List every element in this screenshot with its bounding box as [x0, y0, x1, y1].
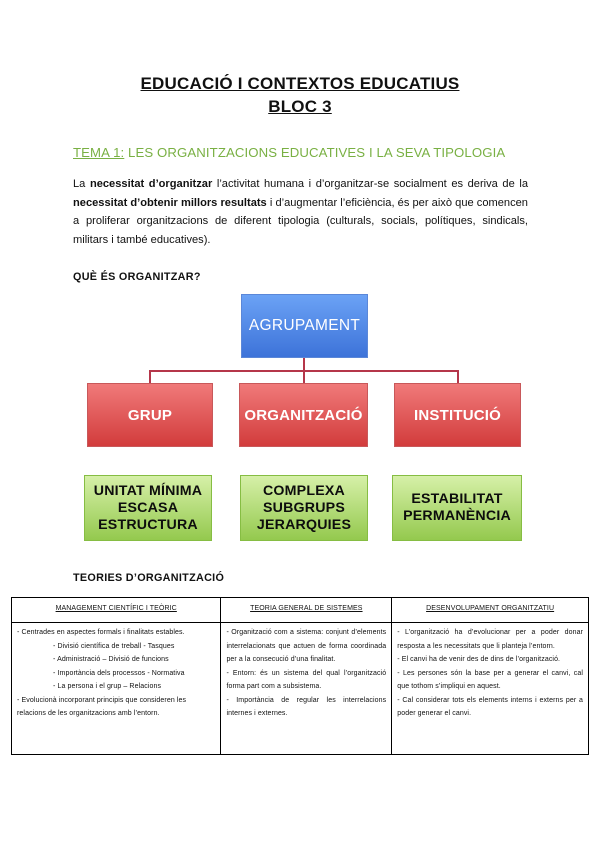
tema-key: TEMA 1: — [73, 145, 125, 160]
intro-text-1: La — [73, 178, 90, 190]
list-item: - Centrades en aspectes formals i finalitats estables. — [17, 629, 185, 636]
section-heading-teories: TEORIES D’ORGANITZACIÓ — [73, 572, 225, 584]
diagram-leaf-organitzacio — [240, 475, 368, 541]
table-cell-management — [12, 623, 221, 755]
list-item: - Entorn: és un sistema del qual l’organització forma part com a subsistema. — [226, 669, 387, 690]
list-item: - Cal considerar tots els elements interns i externs per a poder generar el canvi. — [397, 696, 583, 717]
leaf-line: JERARQUIES — [256, 516, 352, 533]
table-header-desenvolupament: DESENVOLUPAMENT ORGANITZATIU — [392, 598, 589, 623]
diagram-node-organitzacio: ORGANITZACIÓ — [239, 383, 368, 447]
intro-bold-2: necessitat d’obtenir millors resultats — [73, 196, 267, 209]
tema-heading — [73, 145, 505, 160]
tema-text: LES ORGANITZACIONS EDUCATIVES I LA SEVA TIPOLOGIA — [124, 145, 506, 160]
intro-text-3: i d’augmentar l’eficiència, és per això que comencen a proliferar organitzacions de diferent tipologia (culturals, socials, polítiques, sindicals, militars i també educatives). — [73, 196, 528, 246]
leaf-line: COMPLEXA — [262, 482, 345, 499]
list-item: - El canvi ha de venir des de dins de l’organització. — [397, 656, 561, 663]
list-item: - Importància de regular les interrelacions internes i externes. — [226, 696, 387, 717]
list-item: - L’organització ha d’evolucionar per a poder donar resposta a les necessitats que li planteja l’entorn. — [397, 629, 583, 650]
section-heading-organitzar: QUÈ ÉS ORGANITZAR? — [73, 271, 201, 283]
leaf-line: ESTRUCTURA — [98, 516, 198, 533]
theories-table — [11, 597, 589, 755]
diagram-root-node: AGRUPAMENT — [241, 294, 368, 358]
leaf-line: ESTABILITAT — [411, 491, 503, 507]
document-title: EDUCACIÓ I CONTEXTOS EDUCATIUS — [140, 74, 460, 93]
leaf-line: UNITAT MÍNIMA — [93, 482, 203, 499]
connector-left — [149, 370, 151, 383]
connector-middle — [303, 370, 305, 383]
leaf-line: ESCASA — [117, 499, 179, 516]
intro-bold-1: necessitat d’organitzar — [89, 178, 213, 190]
intro-text-2: l’activitat humana i d’organitzar-se socialment es deriva de la — [212, 178, 528, 190]
list-item: - Administració – Divisió de funcions — [53, 656, 169, 663]
table-cell-desenvolupament — [392, 623, 589, 755]
list-item: - Les persones són la base per a generar el canvi, cal que tothom s’impliqui en aquest. — [397, 669, 583, 690]
connector-right — [457, 370, 459, 383]
document-subtitle: BLOC 3 — [268, 97, 332, 116]
diagram-node-grup: GRUP — [87, 383, 213, 447]
diagram-leaf-grup — [84, 475, 212, 541]
diagram-leaf-institucio — [392, 475, 522, 541]
table-cell-sistemes — [221, 623, 392, 755]
list-item: - Divisió científica de treball - Tasques — [53, 642, 175, 650]
leaf-line: SUBGRUPS — [262, 499, 345, 516]
table-header-sistemes: TEORIA GENERAL DE SISTEMES — [221, 598, 392, 623]
list-item: - La persona i el grup – Relacions — [53, 683, 162, 690]
intro-paragraph — [73, 175, 528, 249]
list-item: - Importància dels processos - Normativa — [53, 669, 185, 677]
table-header-management: MANAGEMENT CIENTÍFIC I TEÒRIC — [12, 598, 221, 623]
list-item: - Evolucionà incorporant principis que consideren les relacions de les organitzacions amb l’entorn. — [17, 696, 187, 717]
list-item: - Organització com a sistema: conjunt d’elements interrelacionats que actuen de forma coordinada per a la consecució d’una finalitat. — [226, 629, 387, 663]
leaf-line: PERMANÈNCIA — [403, 508, 511, 524]
diagram-node-institucio: INSTITUCIÓ — [394, 383, 521, 447]
